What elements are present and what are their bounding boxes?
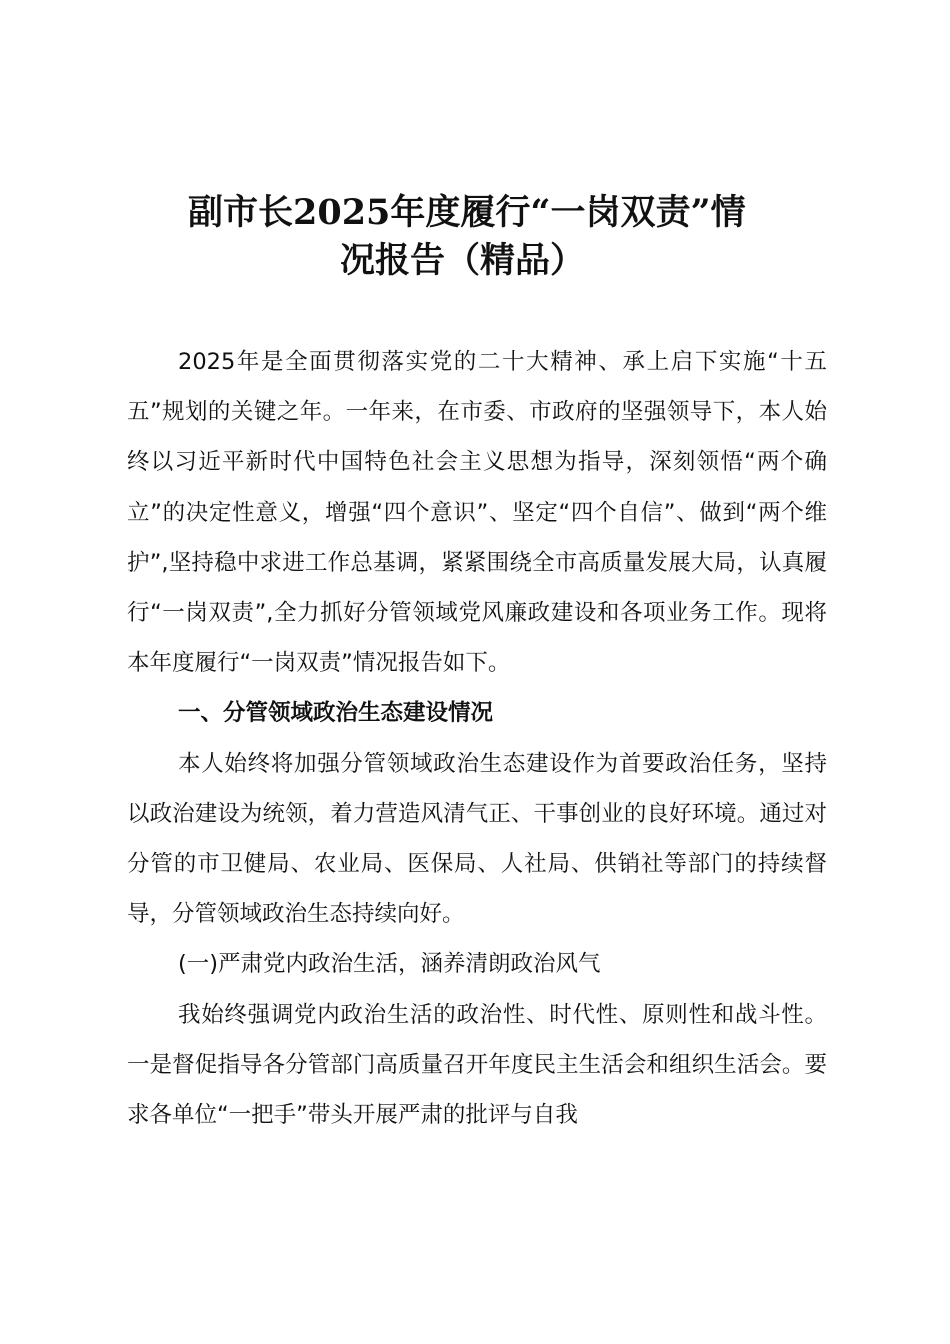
subsection-heading-1: (一)严肃党内政治生活，涵养清朗政治风气	[178, 951, 601, 978]
title-line-2: 况报告（精品）	[340, 240, 586, 281]
section-1-paragraph: 本人始终将加强分管领域政治生态建设作为首要政治任务，坚持以政治建设为统领，着力营造风清气正、干事创业的良好环境。通过对分管的市卫健局、农业局、医保局、人社局、供销社等部门的持续督导，分管领域政治生态持续向好。	[127, 750, 827, 928]
title-line-1: 副市长2025年度履行“一岗双责”情	[188, 192, 746, 233]
section-heading-1: 一、分管领域政治生态建设情况	[178, 700, 494, 727]
document-body	[127, 337, 827, 1140]
subsection-1-paragraph: 我始终强调党内政治生活的政治性、时代性、原则性和战斗性。一是督促指导各分管部门高质量召开年度民主生活会和组织生活会。要求各单位“一把手”带头开展严肃的批评与自我	[127, 1001, 827, 1129]
intro-paragraph: 2025年是全面贯彻落实党的二十大精神、承上启下实施“十五五”规划的关键之年。一年来，在市委、市政府的坚强领导下，本人始终以习近平新时代中国特色社会主义思想为指导，深刻领悟“两个确立”的决定性意义，增强“四个意识”、坚定“四个自信”、做到“两个维护”,坚持稳中求进工作总基调，紧紧围绕全市高质量发展大局，认真履行“一岗双责”,全力抓好分管领域党风廉政建设和各项业务工作。现将本年度履行“一岗双责”情况报告如下。	[127, 349, 827, 677]
